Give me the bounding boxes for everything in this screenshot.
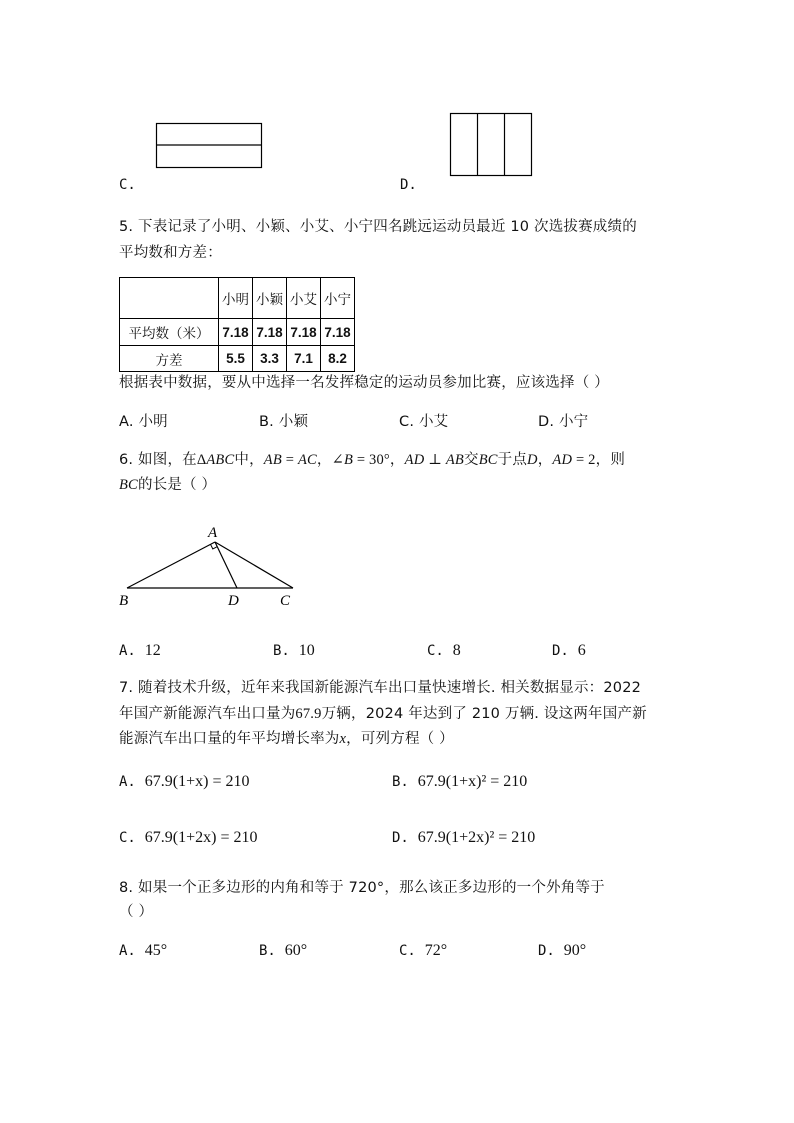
- q6-math: = 30°，: [353, 452, 405, 468]
- table-header-cell: 小艾: [287, 278, 321, 319]
- q6-math: BC: [119, 477, 138, 493]
- option-value: 10: [298, 642, 315, 659]
- option-value: 90°: [563, 942, 587, 959]
- q7-option-a: [119, 774, 249, 790]
- option-d-figure: [450, 113, 533, 177]
- q5-option-c: C. 小艾: [399, 414, 449, 430]
- table-cell: 7.18: [287, 319, 321, 346]
- option-value: 67.9(1+2x)² = 210: [417, 829, 536, 846]
- q7-text: 万辆，2024 年达到了 210 万辆. 设这两年国产新: [321, 706, 647, 722]
- table-header-cell: [120, 278, 219, 319]
- q5-option-b: B. 小颖: [259, 414, 309, 430]
- q6-text: 中，: [234, 452, 264, 468]
- option-value: 72°: [424, 942, 448, 959]
- option-label: C.: [427, 643, 444, 659]
- table-header-cell: 小宁: [321, 278, 355, 319]
- q6-math: = 2，则: [572, 452, 626, 468]
- table-header-cell: 小颖: [253, 278, 287, 319]
- q7-text: 能源汽车出口量的年平均增长率为: [119, 731, 340, 747]
- q5-option-a: A. 小明: [119, 414, 168, 430]
- option-value: 45°: [144, 942, 168, 959]
- option-label: D.: [392, 830, 409, 846]
- q8-option-a: [119, 943, 167, 959]
- q6-math: ∠: [331, 452, 344, 468]
- q6-math: AB: [445, 452, 464, 468]
- q7-option-d: [392, 830, 535, 846]
- q6-text: 6. 如图，在: [119, 452, 197, 468]
- q6-math: ABC: [206, 452, 235, 468]
- q8-option-b: [259, 943, 307, 959]
- table-cell: 7.18: [219, 319, 253, 346]
- q7-stem-line1: 7. 随着技术升级，近年来我国新能源汽车出口量快速增长. 相关数据显示：2022: [119, 680, 642, 696]
- vertex-label-d: D: [228, 593, 239, 609]
- option-value: 67.9(1+x) = 210: [144, 773, 250, 790]
- table-cell: 7.1: [287, 346, 321, 372]
- q5-stem-line2: 平均数和方差：: [119, 245, 222, 261]
- q6-math: BC: [478, 452, 498, 468]
- option-label: B.: [392, 774, 409, 790]
- q6-math: =: [281, 452, 298, 468]
- table-cell: 3.3: [253, 346, 287, 372]
- q6-stem-line2: [119, 478, 216, 493]
- q7-text: 年国产新能源汽车出口量为: [119, 706, 296, 722]
- option-c-label: C.: [119, 177, 136, 193]
- q5-option-d: D. 小宁: [538, 414, 589, 430]
- table-row-label: 平均数（米）: [120, 319, 219, 346]
- q6-math: D: [527, 452, 538, 468]
- table-row: [120, 346, 355, 372]
- table-cell: 5.5: [219, 346, 253, 372]
- table-header-cell: 小明: [219, 278, 253, 319]
- q6-text: 交: [464, 452, 479, 468]
- vertex-label-b: B: [119, 593, 129, 609]
- option-value: 8: [452, 642, 461, 659]
- option-label: D.: [552, 643, 569, 659]
- table-row: [120, 319, 355, 346]
- q6-text: ，: [537, 452, 553, 468]
- q6-option-d: [552, 643, 586, 659]
- q7-text: ，可列方程（ ）: [346, 731, 454, 747]
- table-cell: 7.18: [321, 319, 355, 346]
- table-header-row: [120, 278, 355, 319]
- option-value: 67.9(1+x)² = 210: [417, 773, 528, 790]
- q6-option-b: [273, 643, 315, 659]
- q7-option-c: [119, 830, 257, 846]
- q6-math: B: [343, 452, 353, 468]
- stats-table: [119, 277, 355, 372]
- q8-stem-line1: 8. 如果一个正多边形的内角和等于 720°，那么该正多边形的一个外角等于: [119, 880, 605, 896]
- option-value: 6: [577, 642, 586, 659]
- q6-text: 于点: [497, 452, 528, 468]
- q6-stem-line1: [119, 453, 625, 468]
- q6-math: ⊥: [424, 452, 446, 468]
- q6-math: AD: [552, 452, 573, 468]
- q6-option-c: [427, 643, 461, 659]
- q8-option-d: [538, 943, 586, 959]
- vertex-label-c: C: [280, 593, 291, 609]
- option-label: C.: [119, 830, 136, 846]
- option-label: C.: [399, 943, 416, 959]
- q7-stem-line2: [119, 707, 647, 722]
- q6-math: AD: [404, 452, 425, 468]
- q8-stem-line2: （ ）: [119, 904, 154, 920]
- table-cell: 7.18: [253, 319, 287, 346]
- option-label: A.: [119, 643, 136, 659]
- q5-stem-line1: 5. 下表记录了小明、小颖、小艾、小宁四名跳远运动员最近 10 次选拔赛成绩的: [119, 219, 637, 235]
- option-d-label: D.: [400, 177, 417, 193]
- option-label: B.: [273, 643, 290, 659]
- q7-math: 67.9: [295, 706, 322, 722]
- q6-text: 的长是（ ）: [137, 477, 217, 493]
- triangle-figure: [110, 520, 310, 615]
- vertex-label-a: A: [208, 525, 218, 541]
- option-c-figure: [156, 123, 263, 169]
- q6-text: ，: [316, 452, 332, 468]
- option-value: 60°: [284, 942, 308, 959]
- q5-prompt: 根据表中数据，要从中选择一名发挥稳定的运动员参加比赛，应该选择（ ）: [119, 375, 609, 391]
- q6-math: AB: [263, 452, 282, 468]
- q6-math: AC: [297, 452, 317, 468]
- option-label: D.: [538, 943, 555, 959]
- option-value: 12: [144, 642, 161, 659]
- q6-math: Δ: [196, 452, 207, 468]
- option-label: B.: [259, 943, 276, 959]
- q7-math: x: [339, 731, 347, 747]
- q8-option-c: [399, 943, 447, 959]
- option-label: A.: [119, 943, 136, 959]
- table-cell: 8.2: [321, 346, 355, 372]
- table-row-label: 方差: [120, 346, 219, 372]
- q6-option-a: [119, 643, 161, 659]
- q7-option-b: [392, 774, 527, 790]
- option-label: A.: [119, 774, 136, 790]
- q7-stem-line3: [119, 732, 454, 747]
- option-value: 67.9(1+2x) = 210: [144, 829, 258, 846]
